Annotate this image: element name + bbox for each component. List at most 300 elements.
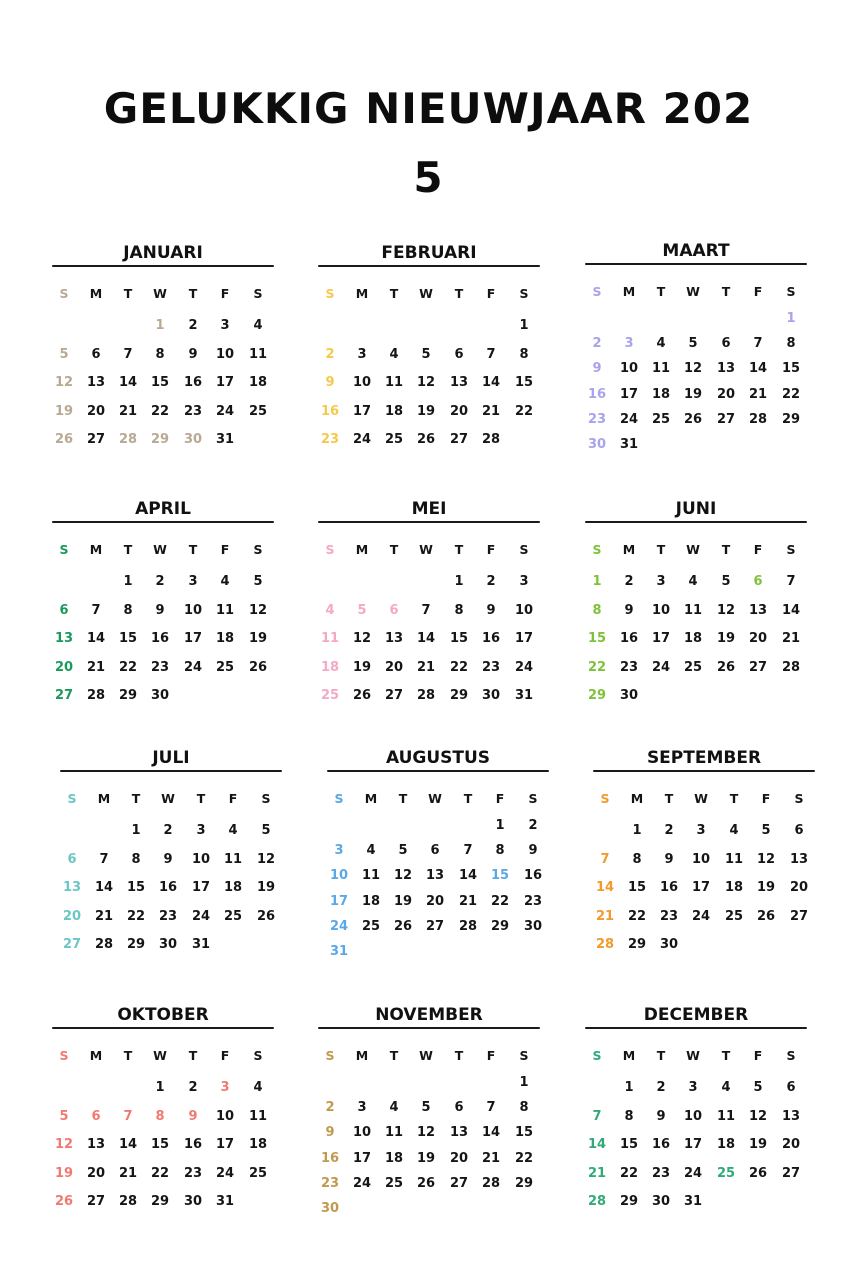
calendar-day: 13 <box>781 1108 801 1124</box>
calendar-day: 10 <box>183 602 203 618</box>
calendar-day: 5 <box>261 823 271 838</box>
month-divider <box>585 521 807 523</box>
calendar-day: 6 <box>389 602 399 618</box>
weekday-label: S <box>786 1048 796 1063</box>
calendar-day: 7 <box>786 574 796 589</box>
calendar-day: 8 <box>624 1108 634 1124</box>
calendar-day: 25 <box>361 918 381 934</box>
calendar-day: 28 <box>481 1175 501 1191</box>
calendar-day: 26 <box>716 659 736 675</box>
weekday-label: W <box>694 791 708 806</box>
calendar-day: 28 <box>595 937 615 953</box>
weekday-label: M <box>622 542 636 557</box>
calendar-day: 25 <box>651 411 671 427</box>
calendar-day: 30 <box>320 1201 340 1216</box>
month-divider <box>593 770 815 772</box>
calendar-day: 15 <box>514 1125 534 1141</box>
month-name: OKTOBER <box>117 1005 209 1025</box>
weekday-label: M <box>622 284 636 299</box>
calendar-day: 22 <box>150 1165 170 1181</box>
weekday-label: M <box>355 542 369 557</box>
calendar-day: 3 <box>196 823 206 838</box>
calendar-day: 17 <box>215 1137 235 1153</box>
calendar-day: 31 <box>215 432 235 448</box>
calendar-day: 4 <box>253 318 263 333</box>
weekday-label: M <box>97 791 111 806</box>
month-name: JUNI <box>675 499 717 519</box>
calendar-day: 25 <box>716 1165 736 1181</box>
calendar-day: 26 <box>256 908 276 924</box>
calendar-day: 22 <box>150 403 170 419</box>
weekday-label: W <box>686 284 700 299</box>
calendar-day: 23 <box>481 659 501 675</box>
weekday-label: M <box>622 1048 636 1063</box>
calendar-day: 15 <box>449 631 469 647</box>
weekday-label: T <box>454 286 464 301</box>
calendar-day: 11 <box>651 361 671 377</box>
calendar-day: 23 <box>150 659 170 675</box>
month-name: APRIL <box>135 499 191 519</box>
calendar-day: 7 <box>486 346 496 362</box>
calendar-day: 2 <box>155 574 165 589</box>
calendar-day: 27 <box>384 688 404 704</box>
calendar-day: 17 <box>514 631 534 647</box>
weekday-label: S <box>67 791 77 806</box>
calendar-day: 12 <box>416 1125 436 1141</box>
calendar-day: 11 <box>384 1125 404 1141</box>
calendar-day: 8 <box>131 851 141 867</box>
calendar-day: 21 <box>595 908 615 924</box>
calendar-day: 10 <box>215 346 235 362</box>
calendar-day: 31 <box>619 437 639 452</box>
calendar-day: 1 <box>786 311 796 326</box>
calendar-day: 29 <box>514 1175 534 1191</box>
weekday-label: F <box>753 542 763 557</box>
calendar-day: 11 <box>724 851 744 867</box>
calendar-day: 30 <box>183 1194 203 1210</box>
weekday-label: S <box>59 286 69 301</box>
calendar-day: 11 <box>223 851 243 867</box>
calendar-day: 21 <box>748 386 768 402</box>
weekday-label: F <box>486 542 496 557</box>
weekday-label: M <box>364 791 378 806</box>
calendar-day: 8 <box>632 851 642 867</box>
calendar-day: 21 <box>94 908 114 924</box>
calendar-day: 1 <box>155 1080 165 1095</box>
calendar-day: 19 <box>352 659 372 675</box>
calendar-day: 19 <box>756 880 776 896</box>
calendar-day: 3 <box>334 843 344 859</box>
calendar-day: 24 <box>215 1165 235 1181</box>
calendar-day: 20 <box>62 908 82 924</box>
calendar-day: 2 <box>664 823 674 838</box>
calendar-day: 14 <box>587 1137 607 1153</box>
calendar-day: 3 <box>357 346 367 362</box>
calendar-day: 15 <box>118 631 138 647</box>
calendar-day: 2 <box>163 823 173 838</box>
calendar-day: 23 <box>183 403 203 419</box>
calendar-day: 10 <box>191 851 211 867</box>
calendar-day: 25 <box>384 1175 404 1191</box>
weekday-label: S <box>592 284 602 299</box>
calendar-day: 4 <box>253 1080 263 1095</box>
calendar-day: 30 <box>651 1194 671 1210</box>
calendar-day: 22 <box>514 1150 534 1166</box>
month-name: JULI <box>152 748 190 768</box>
calendar-day: 30 <box>587 437 607 452</box>
calendar-day: 24 <box>329 918 349 934</box>
calendar-day: 5 <box>398 843 408 859</box>
weekday-label: W <box>153 286 167 301</box>
calendar-day: 14 <box>118 375 138 391</box>
calendar-day: 8 <box>155 1108 165 1124</box>
calendar-day: 6 <box>454 1100 464 1116</box>
weekday-label: T <box>389 286 399 301</box>
calendar-day: 16 <box>320 403 340 419</box>
calendar-day: 25 <box>223 908 243 924</box>
calendar-day: 5 <box>688 336 698 352</box>
calendar-day: 15 <box>150 375 170 391</box>
weekday-label: S <box>253 286 263 301</box>
calendar-day: 25 <box>248 1165 268 1181</box>
calendar-day: 22 <box>118 659 138 675</box>
calendar-day: 24 <box>215 403 235 419</box>
calendar-day: 6 <box>67 851 77 867</box>
calendar-day: 16 <box>320 1150 340 1166</box>
weekday-label: S <box>519 1048 529 1063</box>
calendar-day: 28 <box>781 659 801 675</box>
calendar-day: 23 <box>183 1165 203 1181</box>
calendar-day: 6 <box>786 1080 796 1095</box>
calendar-day: 19 <box>54 403 74 419</box>
calendar-day: 4 <box>656 336 666 352</box>
calendar-day: 7 <box>421 602 431 618</box>
calendar-day: 15 <box>514 375 534 391</box>
weekday-label: T <box>721 284 731 299</box>
calendar-day: 7 <box>123 346 133 362</box>
calendar-day: 12 <box>393 868 413 884</box>
calendar-day: 17 <box>619 386 639 402</box>
weekday-label: T <box>131 791 141 806</box>
weekday-label: M <box>89 286 103 301</box>
calendar-day: 17 <box>683 1137 703 1153</box>
calendar-day: 8 <box>519 1100 529 1116</box>
calendar-day: 22 <box>587 659 607 675</box>
month-divider <box>318 1027 540 1029</box>
calendar-day: 6 <box>430 843 440 859</box>
weekday-label: T <box>188 286 198 301</box>
weekday-label: F <box>753 284 763 299</box>
weekday-label: M <box>355 1048 369 1063</box>
calendar-day: 19 <box>248 631 268 647</box>
calendar-day: 24 <box>191 908 211 924</box>
month-name: FEBRUARI <box>381 243 477 263</box>
calendar-day: 25 <box>724 908 744 924</box>
calendar-day: 20 <box>449 403 469 419</box>
weekday-label: T <box>123 1048 133 1063</box>
weekday-label: T <box>188 1048 198 1063</box>
calendar-day: 3 <box>688 1080 698 1095</box>
calendar-day: 3 <box>624 336 634 352</box>
calendar-day: 1 <box>454 574 464 589</box>
calendar-day: 14 <box>595 880 615 896</box>
calendar-day: 13 <box>54 631 74 647</box>
weekday-label: S <box>592 1048 602 1063</box>
calendar-day: 13 <box>384 631 404 647</box>
month-name: NOVEMBER <box>375 1005 483 1025</box>
month-name: DECEMBER <box>643 1005 749 1025</box>
calendar-day: 29 <box>627 937 647 953</box>
calendar-day: 19 <box>683 386 703 402</box>
weekday-label: F <box>228 791 238 806</box>
calendar-day: 21 <box>118 1165 138 1181</box>
calendar-day: 4 <box>228 823 238 838</box>
calendar-day: 2 <box>486 574 496 589</box>
calendar-day: 12 <box>54 1137 74 1153</box>
calendar-day: 28 <box>94 937 114 953</box>
calendar-day: 22 <box>514 403 534 419</box>
calendar-day: 21 <box>481 1150 501 1166</box>
calendar-day: 25 <box>683 659 703 675</box>
calendar-day: 15 <box>627 880 647 896</box>
calendar-day: 9 <box>664 851 674 867</box>
calendar-day: 1 <box>632 823 642 838</box>
calendar-day: 11 <box>716 1108 736 1124</box>
weekday-label: F <box>220 1048 230 1063</box>
weekday-label: S <box>261 791 271 806</box>
calendar-day: 7 <box>486 1100 496 1116</box>
month-divider <box>52 265 274 267</box>
weekday-label: T <box>454 1048 464 1063</box>
calendar-day: 28 <box>587 1194 607 1210</box>
calendar-day: 30 <box>158 937 178 953</box>
calendar-day: 30 <box>619 688 639 704</box>
calendar-day: 21 <box>781 631 801 647</box>
calendar-day: 18 <box>716 1137 736 1153</box>
calendar-day: 1 <box>155 318 165 333</box>
calendar-day: 1 <box>592 574 602 589</box>
month-name: SEPTEMBER <box>646 748 762 768</box>
weekday-label: T <box>656 284 666 299</box>
calendar-day: 28 <box>481 432 501 448</box>
weekday-label: T <box>656 542 666 557</box>
weekday-label: T <box>463 791 473 806</box>
calendar-day: 3 <box>656 574 666 589</box>
calendar-day: 22 <box>619 1165 639 1181</box>
weekday-label: S <box>334 791 344 806</box>
calendar-day: 10 <box>352 375 372 391</box>
month-name: AUGUSTUS <box>385 748 491 768</box>
calendar-day: 10 <box>329 868 349 884</box>
month-divider <box>52 1027 274 1029</box>
weekday-label: S <box>519 542 529 557</box>
weekday-label: T <box>196 791 206 806</box>
weekday-label: S <box>528 791 538 806</box>
calendar-day: 7 <box>99 851 109 867</box>
weekday-label: W <box>686 542 700 557</box>
month-name: MAART <box>662 241 730 261</box>
calendar-day: 16 <box>587 386 607 402</box>
calendar-day: 12 <box>756 851 776 867</box>
calendar-day: 2 <box>528 818 538 833</box>
calendar-day: 29 <box>587 688 607 704</box>
weekday-label: T <box>721 1048 731 1063</box>
calendar-day: 17 <box>191 880 211 896</box>
calendar-day: 14 <box>458 868 478 884</box>
weekday-label: T <box>389 1048 399 1063</box>
calendar-day: 26 <box>248 659 268 675</box>
calendar-day: 7 <box>592 1108 602 1124</box>
calendar-day: 31 <box>191 937 211 953</box>
weekday-label: T <box>656 1048 666 1063</box>
calendar-day: 24 <box>651 659 671 675</box>
calendar-day: 24 <box>619 411 639 427</box>
weekday-label: S <box>325 286 335 301</box>
weekday-label: W <box>686 1048 700 1063</box>
weekday-label: W <box>428 791 442 806</box>
calendar-day: 5 <box>253 574 263 589</box>
month-divider <box>60 770 282 772</box>
calendar-day: 16 <box>158 880 178 896</box>
calendar-day: 12 <box>248 602 268 618</box>
calendar-day: 28 <box>118 1194 138 1210</box>
calendar-day: 21 <box>458 893 478 909</box>
month-divider <box>318 265 540 267</box>
calendar-day: 30 <box>183 432 203 448</box>
weekday-label: F <box>220 286 230 301</box>
month-divider <box>327 770 549 772</box>
calendar-day: 7 <box>463 843 473 859</box>
calendar-day: 14 <box>481 375 501 391</box>
month-divider <box>52 521 274 523</box>
calendar-day: 27 <box>62 937 82 953</box>
calendar-day: 17 <box>651 631 671 647</box>
calendar-day: 3 <box>519 574 529 589</box>
calendar-day: 20 <box>716 386 736 402</box>
calendar-day: 8 <box>592 602 602 618</box>
calendar-day: 6 <box>91 1108 101 1124</box>
calendar-day: 23 <box>651 1165 671 1181</box>
calendar-day: 6 <box>753 574 763 589</box>
weekday-label: W <box>419 1048 433 1063</box>
calendar-day: 30 <box>481 688 501 704</box>
calendar-day: 14 <box>416 631 436 647</box>
calendar-day: 5 <box>59 346 69 362</box>
calendar-day: 27 <box>86 1194 106 1210</box>
calendar-day: 18 <box>683 631 703 647</box>
calendar-day: 23 <box>320 432 340 448</box>
calendar-day: 9 <box>163 851 173 867</box>
calendar-day: 20 <box>781 1137 801 1153</box>
calendar-day: 26 <box>54 1194 74 1210</box>
calendar-day: 13 <box>449 375 469 391</box>
weekday-label: F <box>220 542 230 557</box>
calendar-day: 16 <box>183 375 203 391</box>
calendar-day: 2 <box>325 1100 335 1116</box>
calendar-day: 26 <box>54 432 74 448</box>
calendar-day: 25 <box>248 403 268 419</box>
calendar-day: 6 <box>59 602 69 618</box>
calendar-day: 8 <box>495 843 505 859</box>
calendar-day: 17 <box>329 893 349 909</box>
calendar-day: 9 <box>592 361 602 377</box>
calendar-day: 11 <box>683 602 703 618</box>
calendar-day: 7 <box>753 336 763 352</box>
calendar-day: 21 <box>118 403 138 419</box>
calendar-day: 18 <box>384 1150 404 1166</box>
weekday-label: S <box>325 542 335 557</box>
calendar-day: 5 <box>59 1108 69 1124</box>
weekday-label: F <box>486 286 496 301</box>
calendar-day: 8 <box>519 346 529 362</box>
calendar-day: 8 <box>786 336 796 352</box>
weekday-label: W <box>161 791 175 806</box>
calendar-day: 1 <box>624 1080 634 1095</box>
calendar-day: 29 <box>781 411 801 427</box>
calendar-day: 11 <box>215 602 235 618</box>
calendar-day: 31 <box>514 688 534 704</box>
calendar-day: 14 <box>481 1125 501 1141</box>
calendar-day: 18 <box>215 631 235 647</box>
calendar-day: 9 <box>188 1108 198 1124</box>
weekday-label: S <box>59 1048 69 1063</box>
calendar-day: 23 <box>158 908 178 924</box>
calendar-day: 23 <box>523 893 543 909</box>
calendar-day: 16 <box>619 631 639 647</box>
weekday-label: M <box>355 286 369 301</box>
month-divider <box>585 263 807 265</box>
calendar-day: 26 <box>748 1165 768 1181</box>
calendar-day: 4 <box>729 823 739 838</box>
calendar-day: 12 <box>352 631 372 647</box>
calendar-day: 20 <box>748 631 768 647</box>
weekday-label: S <box>519 286 529 301</box>
calendar-day: 4 <box>688 574 698 589</box>
calendar-day: 29 <box>150 1194 170 1210</box>
calendar-day: 6 <box>721 336 731 352</box>
calendar-day: 15 <box>781 361 801 377</box>
calendar-day: 16 <box>651 1137 671 1153</box>
calendar-day: 18 <box>223 880 243 896</box>
calendar-day: 24 <box>514 659 534 675</box>
calendar-day: 26 <box>756 908 776 924</box>
weekday-label: T <box>454 542 464 557</box>
calendar-day: 29 <box>619 1194 639 1210</box>
calendar-day: 1 <box>519 1075 529 1090</box>
calendar-day: 25 <box>320 688 340 704</box>
calendar-day: 31 <box>683 1194 703 1210</box>
calendar-day: 22 <box>490 893 510 909</box>
calendar-day: 9 <box>528 843 538 859</box>
calendar-day: 16 <box>183 1137 203 1153</box>
calendar-day: 25 <box>384 432 404 448</box>
calendar-day: 7 <box>123 1108 133 1124</box>
weekday-label: S <box>786 284 796 299</box>
calendar-day: 4 <box>325 602 335 618</box>
calendar-day: 15 <box>150 1137 170 1153</box>
calendar-day: 11 <box>248 346 268 362</box>
calendar-day: 5 <box>753 1080 763 1095</box>
calendar-day: 19 <box>54 1165 74 1181</box>
calendar-day: 23 <box>619 659 639 675</box>
calendar-day: 14 <box>748 361 768 377</box>
month-divider <box>585 1027 807 1029</box>
calendar-day: 21 <box>481 403 501 419</box>
calendar-day: 13 <box>62 880 82 896</box>
calendar-day: 20 <box>425 893 445 909</box>
weekday-label: F <box>495 791 505 806</box>
calendar-day: 3 <box>220 318 230 333</box>
